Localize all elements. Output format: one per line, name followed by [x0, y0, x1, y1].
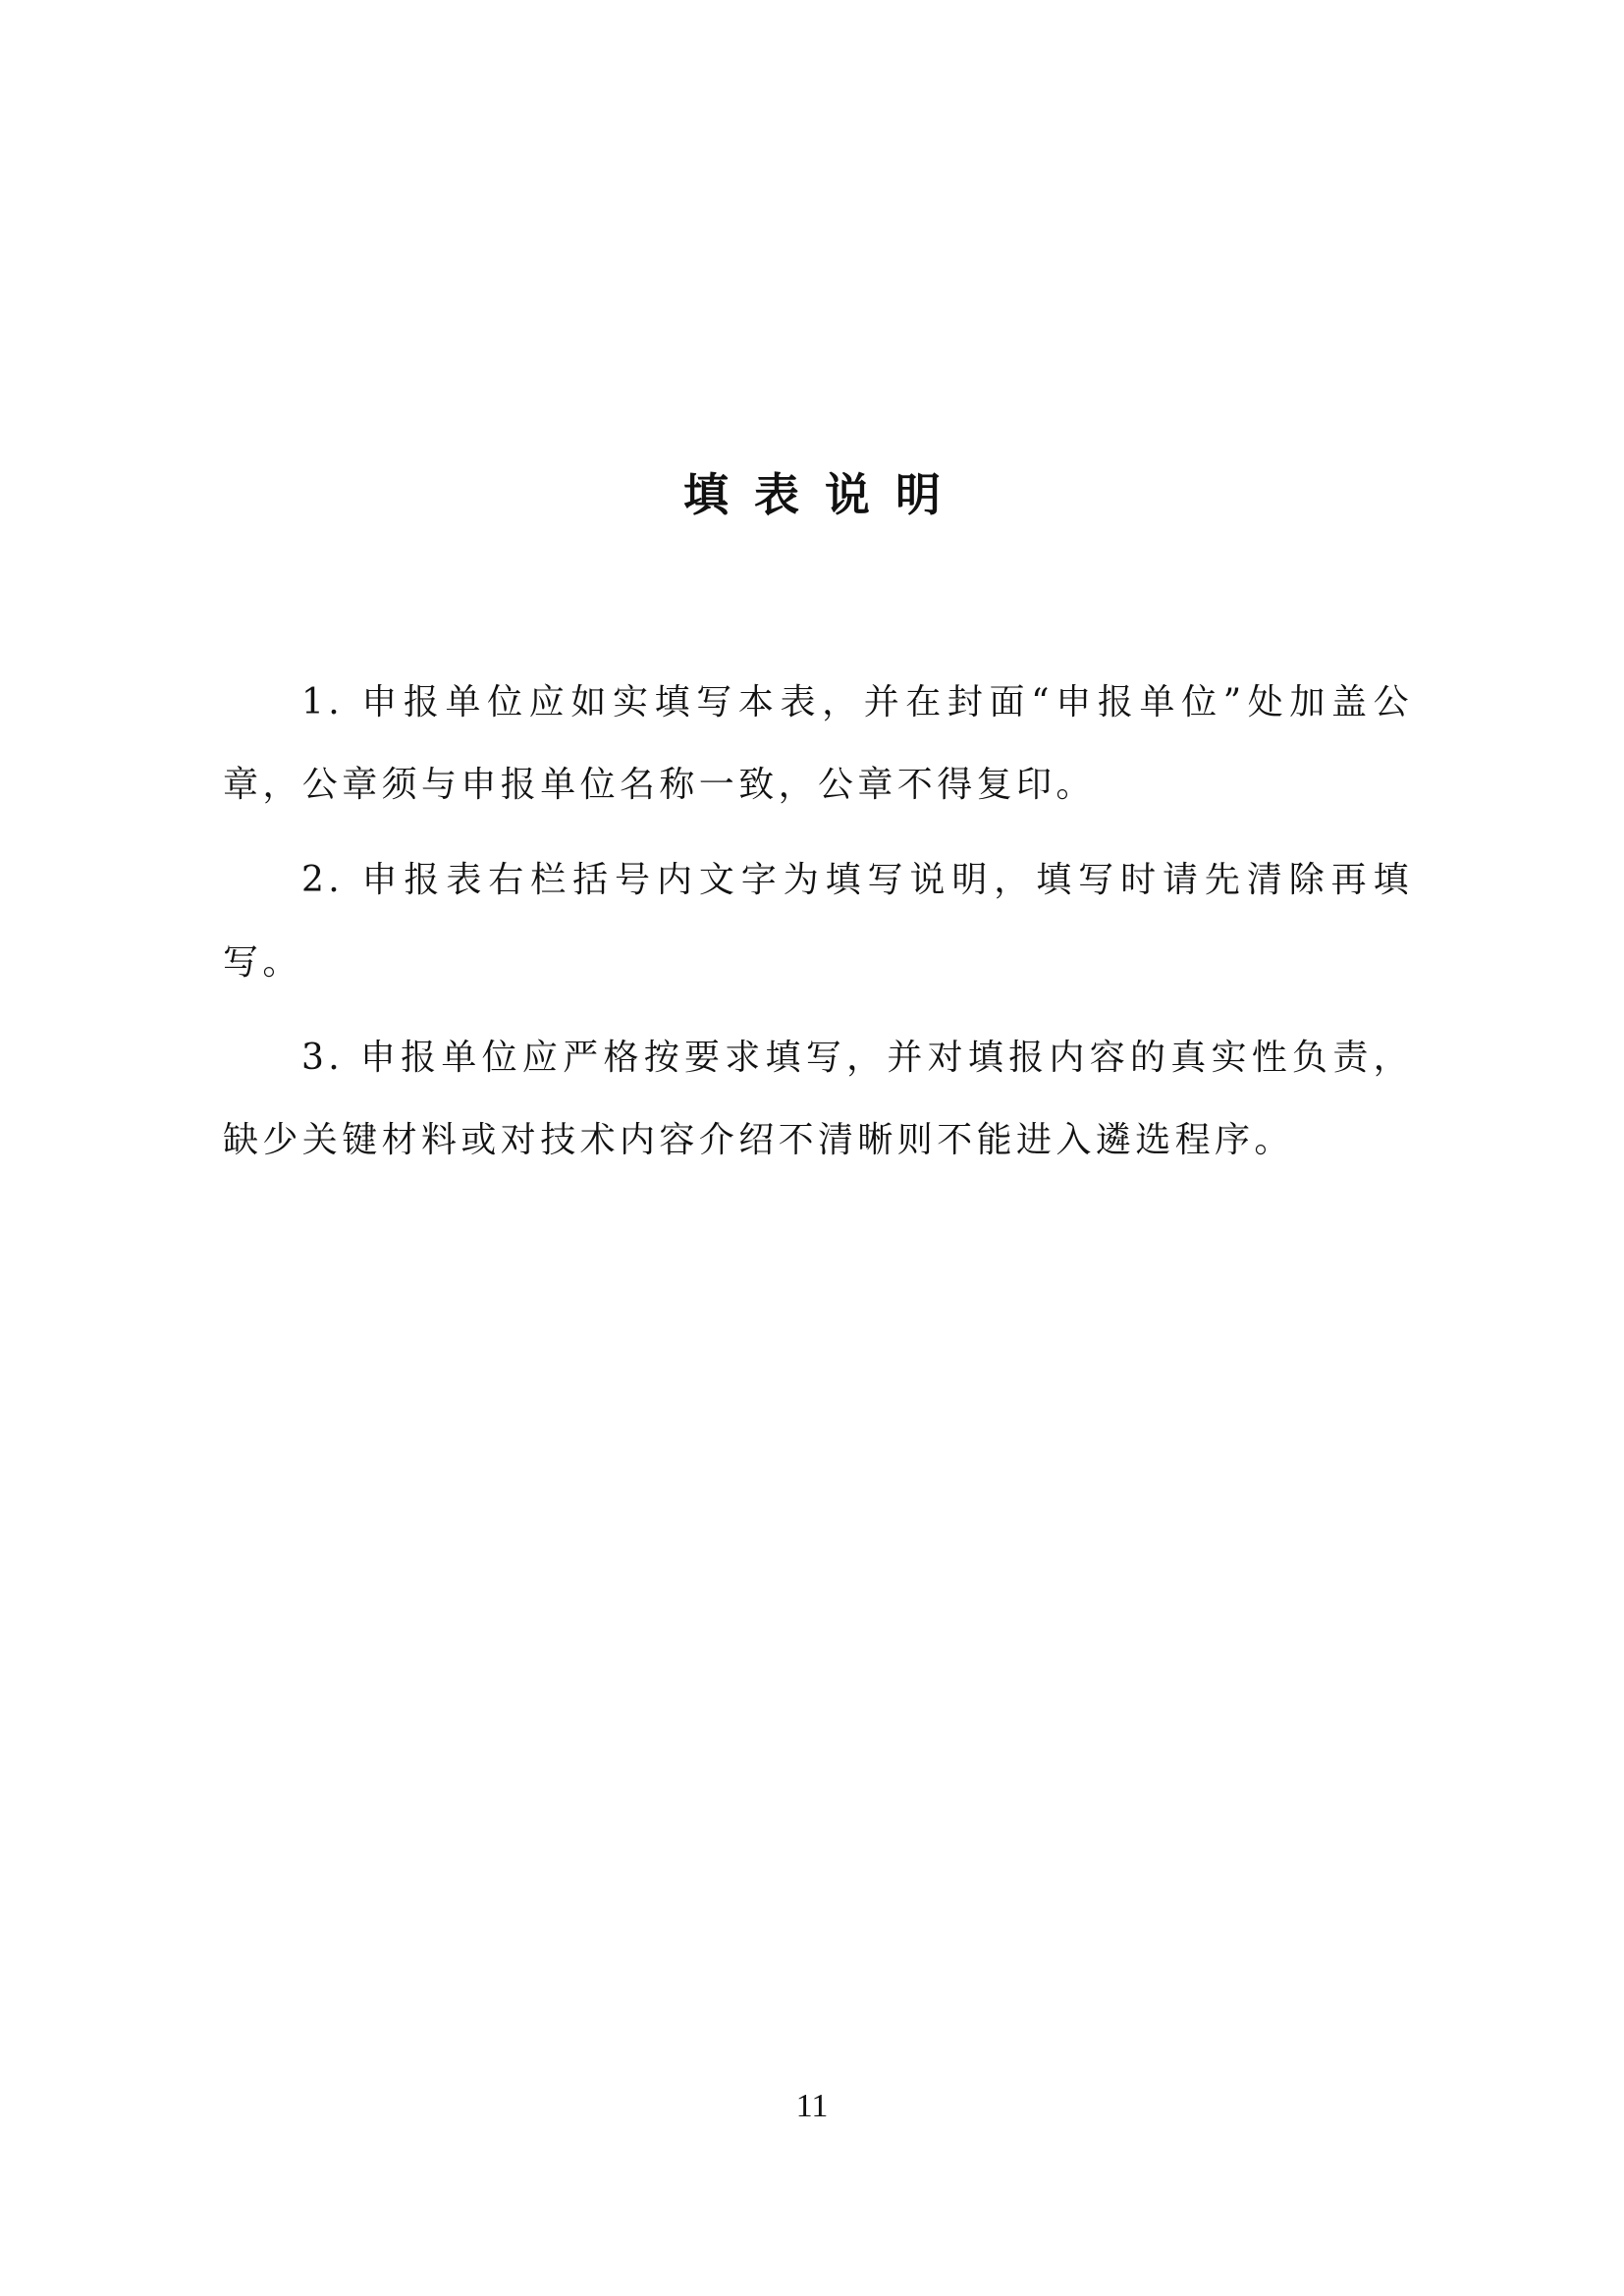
instruction-item-1: 1. 申报单位应如实填写本表，并在封面“申报单位”处加盖公章，公章须与申报单位名称一致，公章不得复印。 — [223, 682, 1413, 805]
page-number: 11 — [795, 2088, 829, 2124]
page-title: 填表说明 — [683, 468, 966, 521]
instructions-list — [223, 662, 1413, 1195]
instruction-item-3: 3. 申报单位应严格按要求填写，并对填报内容的真实性负责，缺少关键材料或对技术内容介绍不清晰则不能进入遴选程序。 — [223, 1038, 1413, 1160]
instruction-item-2: 2. 申报表右栏括号内文字为填写说明，填写时请先清除再填写。 — [223, 860, 1413, 983]
